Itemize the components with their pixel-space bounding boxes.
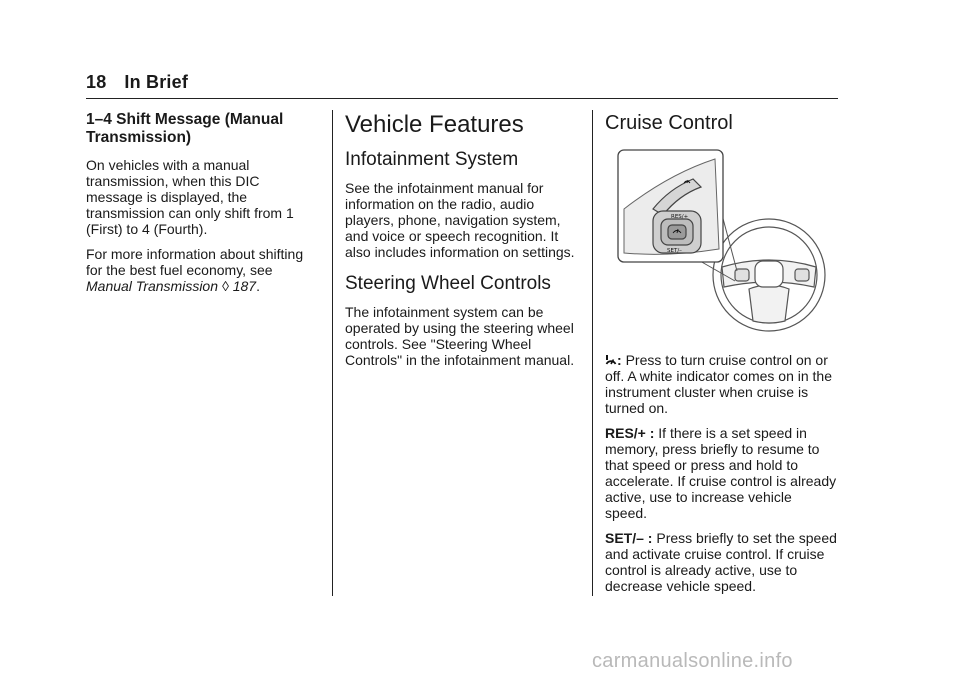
cruise-onoff-item: : Press to turn cruise control on or off. A white indicator comes on in the instrument cluster when cruise is turned on. xyxy=(605,352,832,416)
infotainment-text: See the infotainment manual for information on the radio, audio players, phone, navigation system, and voice or speech recognition. It also includes information on settings. xyxy=(345,180,575,260)
page-header xyxy=(86,72,188,93)
header-rule xyxy=(86,98,838,99)
steering-controls-heading: Steering Wheel Controls xyxy=(345,273,551,294)
set-minus-label: SET/– xyxy=(667,248,682,254)
manual-transmission-link[interactable]: Manual Transmission ◊ 187 xyxy=(86,278,257,294)
column-cruise-control xyxy=(605,111,837,603)
res-plus-term: RES/+ : xyxy=(605,425,655,441)
page-ref-icon: ◊ xyxy=(221,278,229,294)
watermark: carmanualsonline.info xyxy=(592,650,793,672)
column-divider-1 xyxy=(332,110,333,596)
column-shift-message xyxy=(86,111,316,303)
column-vehicle-features xyxy=(345,111,581,377)
shift-more-info-text: For more information about shifting for the best fuel economy, see Manual Transmission ◊ 187. xyxy=(86,246,304,294)
cruise-control-heading: Cruise Control xyxy=(605,112,733,134)
shift-message-text: On vehicles with a manual transmission, when this DIC message is displayed, the transmission can only shift from 1 (First) to 4 (Fourth). xyxy=(86,157,294,237)
steering-wheel-illustration xyxy=(609,149,831,334)
res-plus-label: RES/+ xyxy=(671,214,689,220)
cruise-control-icon xyxy=(605,352,617,368)
section-title: In Brief xyxy=(124,72,189,92)
shift-message-heading: 1–4 Shift Message (Manual Transmission) xyxy=(86,111,284,146)
page-number: 18 xyxy=(86,72,107,92)
column-divider-2 xyxy=(592,110,593,596)
infotainment-heading: Infotainment System xyxy=(345,149,519,170)
set-item: SET/– : Press briefly to set the speed and activate cruise control. If cruise control is already active, use to decrease vehicle speed. xyxy=(605,530,837,594)
steering-controls-text: The infotainment system can be operated by using the steering wheel controls. See "Steering Wheel Controls" in the infotainment manual. xyxy=(345,304,575,368)
set-minus-term: SET/– : xyxy=(605,530,653,546)
resume-item: RES/+ : If there is a set speed in memory, press briefly to resume to that speed or press and hold to accelerate. If cruise control is already active, use to increase vehicle speed. xyxy=(605,425,837,521)
vehicle-features-heading: Vehicle Features xyxy=(345,111,524,138)
